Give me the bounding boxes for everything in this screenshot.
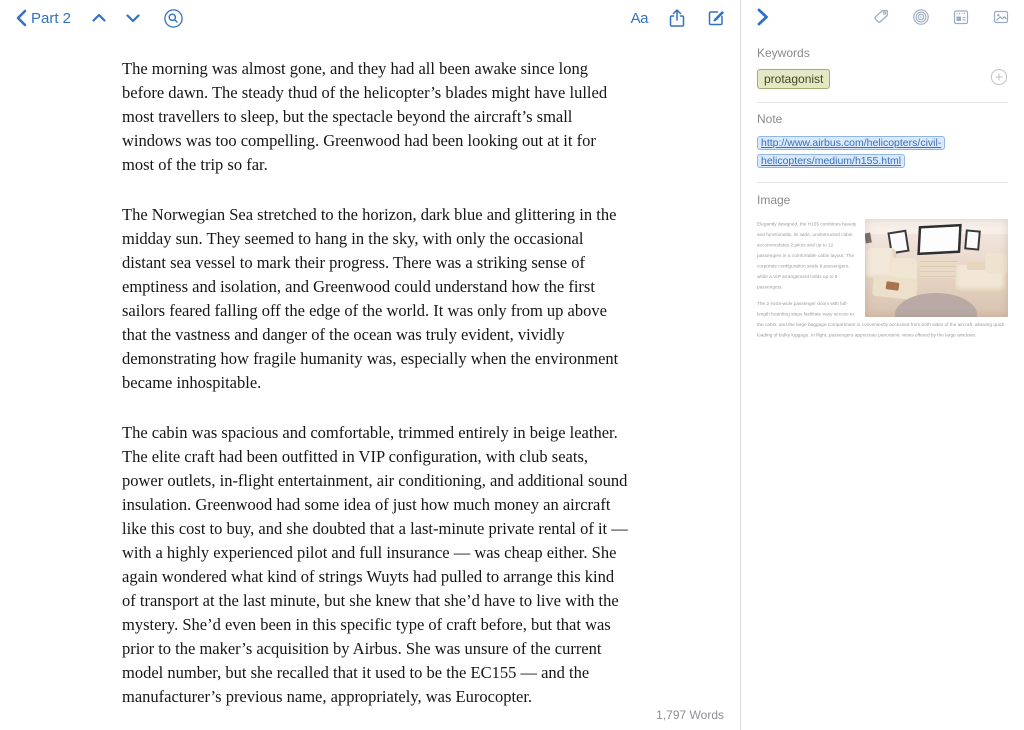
- paragraph[interactable]: The Norwegian Sea stretched to the horizon, dark blue and glittering in the midday sun. They seemed to hang in the sky, with only the occasional distant sea vessel to mark their progress. There was a striking sense of emptiness and isolation, and Greenwood could understand how the first sailors feared falling off the edge of the world. It was only from up above that the vastness and danger of the ocean was truly evident, vividly demonstrating how fragile humanity was, especially when the environment became inhospitable.: [122, 205, 619, 392]
- text-settings-button[interactable]: [629, 8, 650, 29]
- word-count: 1,797 Words: [656, 708, 724, 722]
- keywords-row: [757, 68, 1008, 89]
- text-settings-icon: Aa: [630, 9, 648, 27]
- image-icon: [992, 8, 1010, 29]
- thumbnail-text-paragraph: The 2 extra-wide passenger doors with full-length boarding steps facilitate easy access to the cabin, and the large baggage compartment is conveniently accessed from both sides of the aircraft, allowing quick loading of bulky luggage. In flight, passengers appreciate panoramic views offered by the large windows.: [757, 301, 1005, 338]
- keywords-tab-button[interactable]: [872, 8, 890, 29]
- chevron-down-icon: [123, 8, 143, 28]
- add-keyword-icon: [990, 68, 1008, 89]
- collapse-panel-button[interactable]: [755, 7, 770, 30]
- image-attachment-thumbnail[interactable]: [757, 219, 1008, 364]
- notes-tab-button[interactable]: [952, 8, 970, 29]
- note-field[interactable]: [757, 133, 1008, 169]
- images-tab-button[interactable]: [992, 8, 1010, 29]
- note-section-label: Note: [757, 112, 783, 126]
- attachments-body: [741, 46, 1024, 364]
- keyword-tag[interactable]: protagonist: [757, 69, 830, 89]
- back-label: Part 2: [31, 9, 72, 27]
- chevron-up-icon: [89, 8, 109, 28]
- image-section-label: Image: [757, 193, 791, 207]
- attachments-toolbar: [741, 0, 1024, 36]
- attachments-panel: [741, 0, 1024, 730]
- keywords-tag-icon: [872, 8, 890, 29]
- goals-tab-button[interactable]: [912, 8, 930, 29]
- thumbnail-text-paragraph: Elegantly designed, the H155 combines beauty and functionality. Its wide, unobstructed cabin accommodates 2 pilots and up to 12 passengers in a comfortable cabin layout. The corporate configuration seats 9 passengers, while a VIP arrangement holds up to 8 passengers.: [757, 221, 857, 290]
- keywords-section-label: Keywords: [757, 46, 810, 60]
- section-divider: [757, 182, 1008, 183]
- note-icon: [952, 8, 970, 29]
- share-icon: [667, 8, 687, 29]
- next-sheet-button[interactable]: [121, 6, 145, 30]
- editor-toolbar: [0, 0, 740, 36]
- share-button[interactable]: [665, 6, 689, 31]
- previous-sheet-button[interactable]: [87, 6, 111, 30]
- search-button[interactable]: [161, 6, 186, 31]
- thumbnail-page: [757, 219, 1008, 341]
- back-chevron-icon: [14, 8, 28, 28]
- back-button[interactable]: [12, 6, 73, 30]
- helicopter-cabin-photo: [865, 219, 1008, 317]
- expand-chevron-icon: [755, 7, 770, 30]
- search-icon: [163, 8, 184, 29]
- section-divider: [757, 102, 1008, 103]
- document-text-area[interactable]: [122, 57, 628, 730]
- add-keyword-button[interactable]: [990, 68, 1008, 89]
- paragraph[interactable]: The morning was almost gone, and they had all been awake since long before dawn. The steady thud of the helicopter’s blades might have lulled most travellers to sleep, but the spectacle beyond the aircraft’s small windows was too compelling. Greenwood had been looking out at it for most of the trip so far.: [122, 59, 608, 174]
- paragraph[interactable]: The cabin was spacious and comfortable, trimmed entirely in beige leather. The elite craft had been outfitted in VIP configuration, with club seats, power outlets, in-flight entertainment, air conditioning, and additional sound insulation. Greenwood had some idea of just how much money an aircraft like this cost to buy, and she doubted that a last-minute private rental of it — with a highly experienced pilot and full insurance — was cheap either. She again wondered what kind of strings Wuyts had pulled to arrange this kind of transport at the last minute, but she knew that she’d have to live with the mystery. She’d even been in this specific type of craft before, but that was prior to the maker’s acquisition by Airbus. She was unsure of the current model number, but she recalled that it used to be the EC155 — and the manufacturer’s previous name, appropriately, was Eurocopter.: [122, 423, 628, 706]
- note-link[interactable]: http://www.airbus.com/helicopters/civil-helicopters/medium/h155.html: [757, 136, 945, 168]
- goal-target-icon: [912, 8, 930, 29]
- compose-button[interactable]: [704, 6, 728, 30]
- compose-icon: [706, 8, 726, 28]
